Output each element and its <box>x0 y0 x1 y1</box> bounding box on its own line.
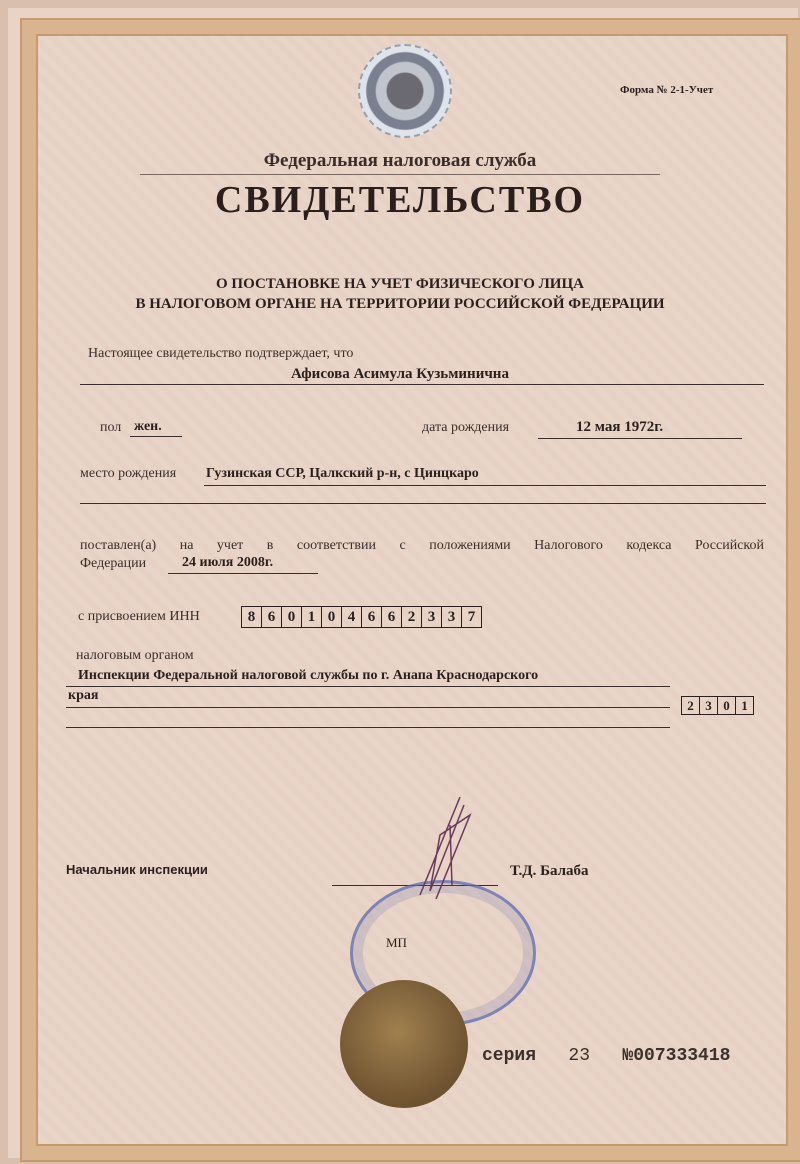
registration-date: 24 июля 2008г. <box>182 555 274 570</box>
subtitle-line-1: О ПОСТАНОВКЕ НА УЧЕТ ФИЗИЧЕСКОГО ЛИЦА <box>216 276 584 292</box>
inn-digit: 8 <box>242 607 262 627</box>
inn-digit: 3 <box>442 607 462 627</box>
authority-underline-2 <box>66 707 670 708</box>
authority-underline-1 <box>66 686 670 687</box>
birth-date-label: дата рождения <box>422 420 510 435</box>
head-label: Начальник инспекции <box>66 862 208 877</box>
divider <box>140 174 660 175</box>
confirm-label: Настоящее свидетельство подтверждает, что <box>88 346 354 361</box>
code-digit: 3 <box>700 697 718 714</box>
handwritten-signature <box>400 795 480 905</box>
authority-label: налоговым органом <box>76 648 194 663</box>
full-name: Афисова Асимула Кузьминична <box>291 366 509 382</box>
registered-text-2: Федерации <box>80 556 147 571</box>
authority-line-1: Инспекции Федеральной налоговой службы по г. Анапа Краснодарского <box>78 668 539 683</box>
sex-label: пол <box>100 420 122 435</box>
agency-name: Федеральная налоговая служба <box>263 150 537 171</box>
birth-date-underline <box>538 438 742 439</box>
name-underline <box>80 384 764 385</box>
code-digit: 1 <box>741 698 748 713</box>
inn-digit: 6 <box>382 607 402 627</box>
registered-text: поставлен(а) на учет в соответствии с положениями Налогового кодекса Российской <box>80 538 764 553</box>
series-number <box>482 1046 730 1066</box>
birth-place-label: место рождения <box>80 466 177 481</box>
inn-digit: 3 <box>422 607 442 627</box>
authority-code-cells <box>681 696 754 715</box>
inn-digit: 4 <box>342 607 362 627</box>
document-title: СВИДЕТЕЛЬСТВО <box>214 179 586 221</box>
birth-place-underline <box>204 485 766 486</box>
stamp-mark: МП <box>386 935 407 950</box>
form-number: Форма № 2-1-Учет <box>620 84 714 96</box>
series-value: 23 <box>568 1046 591 1066</box>
inn-digit: 0 <box>322 607 342 627</box>
inn-digit: 2 <box>402 607 422 627</box>
sex-value: жен. <box>134 419 162 434</box>
inn-label: с присвоением ИНН <box>78 609 200 624</box>
inn-digit: 7 <box>467 609 476 625</box>
authority-line-2: края <box>68 688 99 703</box>
hologram-emblem <box>358 44 452 138</box>
code-digit: 2 <box>682 697 700 714</box>
birth-place: Гузинская ССР, Цалкский р-н, с Цинцкаро <box>206 466 479 481</box>
authority-underline-3 <box>66 727 670 728</box>
head-name: Т.Д. Балаба <box>510 863 589 879</box>
inn-digit: 1 <box>302 607 322 627</box>
sex-underline <box>130 436 182 437</box>
inn-cells <box>241 606 482 628</box>
certificate-number: №007333418 <box>622 1046 731 1066</box>
inn-digit: 6 <box>362 607 382 627</box>
birth-date: 12 мая 1972г. <box>576 419 664 435</box>
inn-digit: 6 <box>262 607 282 627</box>
registration-date-underline <box>168 573 318 574</box>
subtitle-line-2: В НАЛОГОВОМ ОРГАНЕ НА ТЕРРИТОРИИ РОССИЙСКОЙ ФЕДЕРАЦИИ <box>135 296 665 312</box>
birth-place-underline-2 <box>80 503 766 504</box>
gold-seal <box>340 980 468 1108</box>
series-label: серия <box>482 1046 537 1066</box>
code-digit: 0 <box>718 697 736 714</box>
inn-digit: 0 <box>282 607 302 627</box>
